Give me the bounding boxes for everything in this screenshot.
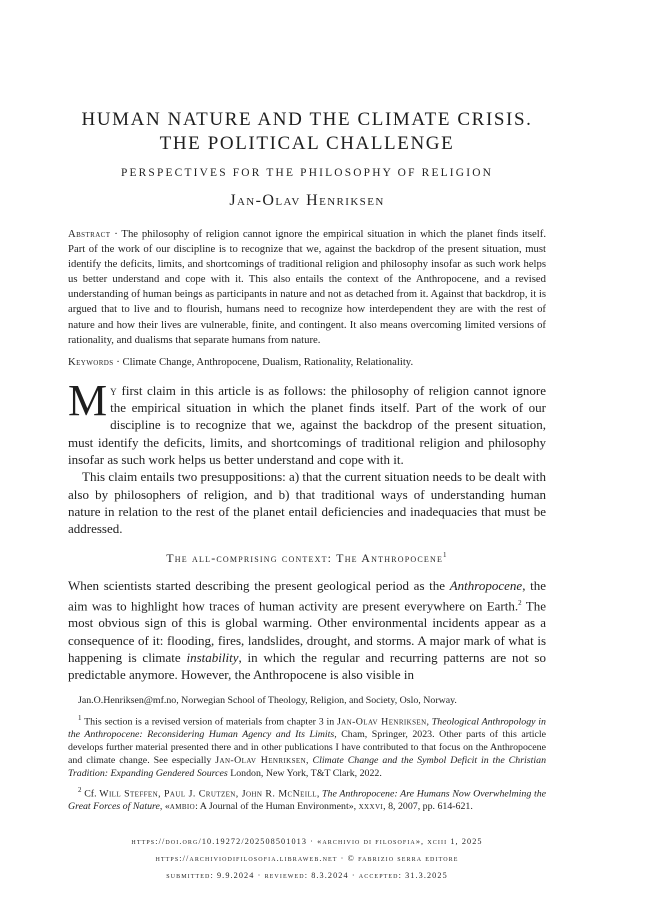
title-line-1: HUMAN NATURE AND THE CLIMATE CRISIS. — [81, 109, 533, 130]
fn2-text-b: , — [316, 788, 323, 800]
section-text-d: , in which the regular and recurring patterns are not so predictable anymore. However, the Anthropocene is also visible in — [68, 649, 546, 683]
author-affiliation: Jan.O.Henriksen@mf.no, Norwegian School of Theology, Religion, and Society, Oslo, Norway. — [78, 694, 457, 706]
fn2-volume: xxxvi — [358, 801, 384, 813]
fn2-authors: Will Steffen, Paul J. Crutzen, John R. McNeill — [99, 788, 317, 800]
drop-cap: M — [68, 375, 108, 425]
section-text-a: When scientists started describing the present geological period as the — [68, 578, 450, 594]
introduction — [68, 375, 546, 538]
abstract-label: Abstract — [68, 228, 111, 240]
imprint-url-line[interactable]: https://archiviodifilosofia.libraweb.net · © fabrizio serra editore — [155, 854, 459, 864]
fn2-journal: ambio — [169, 801, 196, 813]
fn1-text-b: , — [426, 715, 432, 727]
keywords-text: Climate Change, Anthropocene, Dualism, Rationality, Relationality. — [122, 355, 414, 368]
footnote-2-number: 2 — [78, 785, 82, 794]
section-paragraph — [68, 577, 546, 683]
title-line-2: THE POLITICAL CHALLENGE — [159, 133, 455, 154]
fn1-author-2: Jan-Olav Henriksen — [215, 754, 307, 766]
footnote-ref-2[interactable]: 2 — [518, 598, 522, 607]
section-heading — [68, 551, 546, 566]
footnote-2 — [68, 784, 546, 813]
fn2-text-d: : A Journal of the Human Environment», — [195, 801, 359, 813]
imprint — [68, 833, 546, 884]
intro-paragraph-1-text: first claim in this article is as follows: the philosophy of religion cannot ignore the empirical situation in which the planet finds itself. Part of the work of our discipline is to recognize that we, against the backdrop of the present situation, must identify the deficits, limits, and shortcomings of traditional religion and philosophy insofar as such work helps us better understand and cope with it. — [68, 382, 546, 467]
abstract-text: The philosophy of religion cannot ignore the empirical situation in which the planet finds itself. Part of the work of our discipline is to recognize that we, against the backdrop of the present situation, must identify the deficits, limits, and shortcomings of traditional religion and philosophy insofar as such work helps us better understand and cope with it. This also entails the context of the Anthropocene, and a revised understanding of human beings as participants in nature and not as detached from it. Against that backdrop, it is argued that to live and to flourish, humans need to recognize how interdependent they are with the rest of nature and how their lives are vulnerable, finite, and contingent. It also means overcoming limited versions of rationality, and dualisms that separate humans from nature. — [68, 228, 546, 346]
fn1-text-c: , Cham, Springer, 2023. Other parts of this article develops further material presented there and in other publications I have contributed to that focus on the Anthropocene and climate change. See especially — [68, 728, 546, 766]
section-text-c: The most obvious sign of this is global warming. Other environmental incidents appear as a consequence of it: flooding, fires, landslides, drought, and storms. A major mark of what is happening is climate — [68, 598, 546, 665]
footnote-1 — [68, 712, 546, 780]
fn1-text-a: This section is a revised version of materials from chapter 3 in — [84, 715, 337, 727]
article-title — [68, 108, 546, 156]
imprint-doi-line[interactable]: https://doi.org/10.19272/202508501013 · «archivio di filosofia», xciii 1, 2025 — [131, 837, 483, 847]
keywords-separator: · — [113, 355, 123, 368]
author-name: Jan-Olav Henriksen — [229, 192, 385, 209]
emphasis-anthropocene: Anthropocene — [449, 578, 523, 594]
keywords-label: Keywords — [68, 355, 114, 368]
emphasis-instability: instability — [186, 649, 239, 665]
article-subtitle: PERSPECTIVES FOR THE PHILOSOPHY OF RELIGION — [120, 167, 494, 179]
fn2-article-title: The Anthropocene: Are Humans Now Overwhelming the Great Forces of Nature — [68, 788, 547, 813]
section-heading-text: The all-comprising context: The Anthropocene — [166, 551, 444, 566]
abstract — [68, 227, 546, 348]
imprint-dates-line: submitted: 9.9.2024 · reviewed: 8.3.2024 · accepted: 31.3.2025 — [166, 871, 448, 881]
article-page — [68, 0, 546, 884]
intro-paragraph-1 — [68, 375, 546, 468]
fn1-text-d: , — [306, 754, 313, 766]
footnote-1-number: 1 — [78, 713, 82, 722]
fn1-book-title: Theological Anthropology in the Anthropocene: Reconsidering Human Agency and Its Limits — [68, 715, 546, 740]
fn1-text-e: London, New York, T&T Clark, 2022. — [227, 767, 382, 779]
keywords — [68, 355, 546, 370]
fn2-text-e: , 8, 2007, pp. 614-621. — [383, 801, 473, 813]
section-text-b: , the aim was to highlight how traces of human activity are present everywhere on Earth. — [68, 578, 546, 614]
fn1-author: Jan-Olav Henriksen — [336, 715, 427, 727]
abstract-separator: · — [110, 228, 122, 240]
footnotes — [68, 694, 546, 814]
intro-paragraph-2: This claim entails two presuppositions: a) that the current situation needs to be dealt with also by philosophers of religion, and b) that traditional ways of understanding human nature in relation to the rest of the planet entail deficiencies and inadequacies that must be addressed. — [68, 469, 546, 537]
footnote-ref-1[interactable]: 1 — [443, 551, 448, 560]
fn1-book-title-2: Climate Change and the Symbol Deficit in the Christian Tradition: Expanding Gendered Sources — [68, 754, 547, 779]
fn2-text-c: , « — [159, 801, 170, 813]
intro-lead-word: y — [110, 382, 118, 398]
fn2-text-a: Cf. — [84, 788, 100, 800]
